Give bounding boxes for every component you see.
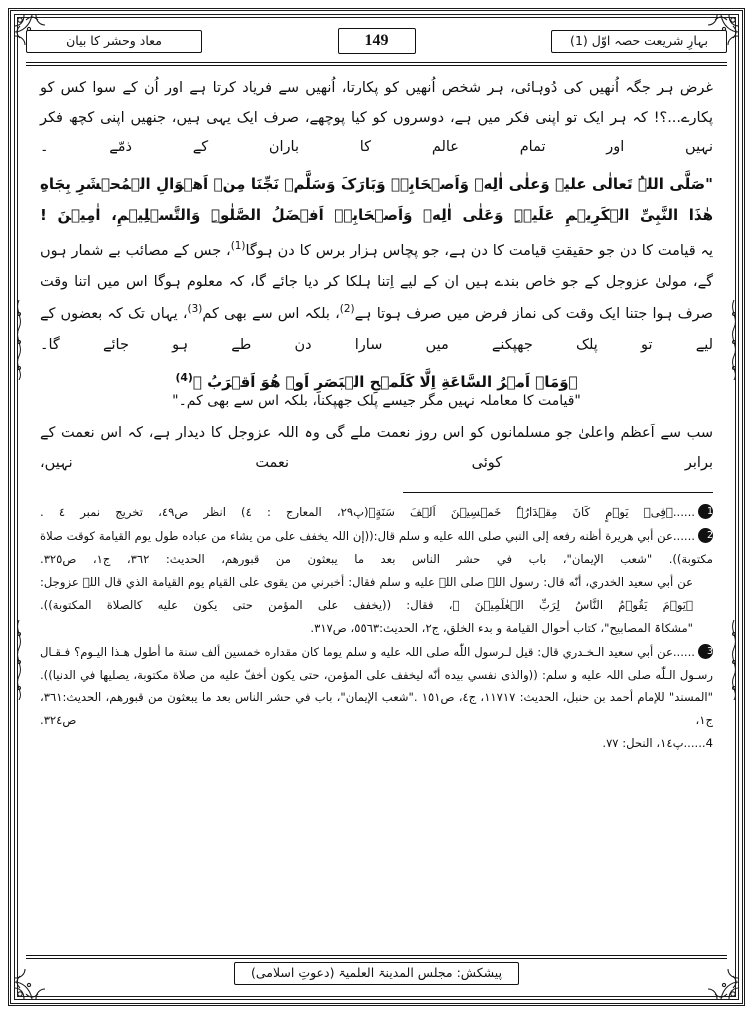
footnote-dots: ...... <box>672 529 695 544</box>
footnotes-section <box>40 501 713 755</box>
footnote-text: "مشکاۃ المصابیح"، کتاب أحوال القيامة و بدء الخلق، ج٢، الحدیث:٥٥٦٣، ص٣١٧. <box>310 621 693 636</box>
paragraph-2: یہ قیامت کا دن جو حقیقتِ قیامت کا دن ہے، جو پچاس ہزار برس کا دن ہوگا$^{(1)}$، جس کے مصائب بے شمار ہوں گے، مولیٰ عزوجل کے جو خاص بندے ہیں ان کے لیے اِتنا ہلکا کر دیا جائے گا، کہ معلوم ہوگا اس میں اتنا وقت صرف ہوا جتنا ایک وقت کی نماز فرض میں صرف ہوتا ہے$^{(2)}$، بلکہ اس سے بھی کم$^{(3)}$، یہاں تک کہ بعضوں کے لیے تو پلک جھپکنے میں سارا دن طے ہو جائے گا۔ <box>40 239 713 353</box>
paragraph-3: سب سے اَعظم واعلیٰ جو مسلمانوں کو اس روز نعمت ملے گی وہ اللہ عزوجل کا دیدار ہے، کہ اس نعمت کے برابر کوئی نعمت نہیں، <box>40 425 713 471</box>
header-divider <box>26 62 727 63</box>
footnote-continuation <box>40 571 713 616</box>
publisher-chip: پیشکش: مجلس المدینۃ العلمیۃ (دعوتِ اسلامی) <box>234 962 519 985</box>
page-header <box>26 24 727 58</box>
footnote-number: 2 <box>698 528 713 543</box>
floral-divider-icon <box>13 620 25 702</box>
footnote-number: 3 <box>698 644 713 659</box>
quran-verse: ﴿وَمَاۤ اَمۡرُ السَّاعَةِ اِلَّا کَلَمۡحِ الۡبَصَرِ اَوۡ هُوَ اَقۡرَبُ ﴾$^{(4)}$ <box>175 371 578 391</box>
floral-divider-icon <box>728 620 740 702</box>
footnote-number-plain: 4 <box>705 736 713 751</box>
page-number: 149 <box>338 28 416 54</box>
header-divider-secondary <box>26 65 727 66</box>
paragraph-1: غرض ہر جگہ اُنھیں کی دُوہائی، ہر شخص اُنھیں کو پکارتا، اُنھیں سے فریاد کرتا ہے اور اُن کے سوا کس کو پکارے...؟! کہ ہر ایک تو اپنی فکر میں ہے، دوسروں کو کیا پوچھے، صرف ایک یہی ہیں، جنھیں اپنی کچھ فکر نہیں اور تمام عالم کا باران کے ذمّے ۔ <box>40 80 713 156</box>
footnote-source <box>40 617 713 640</box>
footnote-text: عن أبي سعيد الخدري، أنّه قال: رسول اللہ صلى اللہ عليه و سلم فقال: أخبرني من يقوى على القيام يوم القيامة الذي قال اللہ عزوجل: ﴿یَوۡمَ یَقُوۡمُ النَّاسُ لِرَبِّ الۡعٰلَمِیۡنَ ﴾، فقال: ((يخفف على المؤمن حتى يكون عليه كالصلاة المكتوبة)). <box>40 575 693 612</box>
footnote-text: ﴿فِیۡ یَوۡمٍ کَانَ مِقۡدَارُہٗ خَمۡسِیۡنَ اَلۡفَ سَنَةٍ﴾(پ۲۹، المعارج : ٤) انظر ص٤٩، تخریج نمبر ٤ . <box>40 505 673 520</box>
arabic-dua-quote: "صَلَّی اللہُ تَعالٰی علیہ وَعلٰی اٰلِهٖ وَاَصۡحَابِہٖ وَبَارَکَ وَسَلَّمۡ نَجِّنَا مِنۡ اَهۡوَالِ الۡمُحۡشَرِ بِجَاهِ هٰذَا النَّبِیِّ الۡکَرِیۡمِ عَلَیۡہِ وَعَلٰی اٰلِهٖ وَاَصۡحَابِہٖ اَفۡضَلُ الصَّلٰوۃِ وَالتَّسۡلِیۡمِ، اٰمِیۡنَ ! <box>40 175 713 224</box>
footer-divider <box>26 955 727 956</box>
book-title-chip: بہارِ شریعت حصہ اوّل (1) <box>551 30 727 53</box>
footnote-dots: ...... <box>683 736 706 751</box>
footnote-separator <box>403 492 713 493</box>
footnote-dots: ...... <box>672 645 695 659</box>
footnote-item <box>40 501 713 524</box>
quran-verse-translation: "قیامت کا معاملہ نہیں مگر جیسے پلک جھپکنا، بلکہ اس سے بھی کم۔" <box>172 393 581 409</box>
footnote-text: عن أبي سعيد الـخـدري قال: قيل لـرسول اللّٰه صلى اللہ عليه و سلم يوما كان مقداره خمسين ألف سنة ما أطول هـذا اليـوم؟ فـقـال رسـول الـلّٰه صلى اللہ عليه و سلم: ((والذی نفسي بیده أنّه ليخفف على المؤمن، حتى يكون أخفّ عليه من صلاة مكتوبة، يصلیها في الدنیا)). "المسند" للإمام أحمد بن حنبل، الحدیث: ١١٧١٧، ج٤، ص١٥١ ."شعب الإیمان"، باب في حشر الناس بعد ما يبعثون من قبورهم، الحدیث:٣٦١، ج١، ص٣٢٤. <box>40 645 713 727</box>
footnote-item <box>40 732 713 755</box>
footnote-number: 1 <box>698 504 713 519</box>
chapter-title-chip: معاد وحشر کا بیان <box>26 30 202 53</box>
floral-divider-icon <box>728 300 740 382</box>
floral-divider-icon <box>13 300 25 382</box>
footnote-dots: ...... <box>672 505 695 520</box>
footnote-item <box>40 525 713 570</box>
page-content <box>40 74 713 928</box>
footnote-item <box>40 641 713 731</box>
page-footer <box>26 958 727 988</box>
footnote-text: عن أبي هريرة أظنه رفعه إلى النبي صلى الله عليه و سلم قال:((إن اللہ يخفف على من يشاء من عباده طول يوم القيامة كوقت صلاة مكتوبة)). "شعب الإيمان"، باب في حشر الناس بعد ما يبعثون من قبورهم، الحدیث: ٣٦٢، ج١، ص٣٢٥. <box>40 529 713 566</box>
footnote-text: پ١٤، النحل: ٧٧. <box>602 736 684 751</box>
